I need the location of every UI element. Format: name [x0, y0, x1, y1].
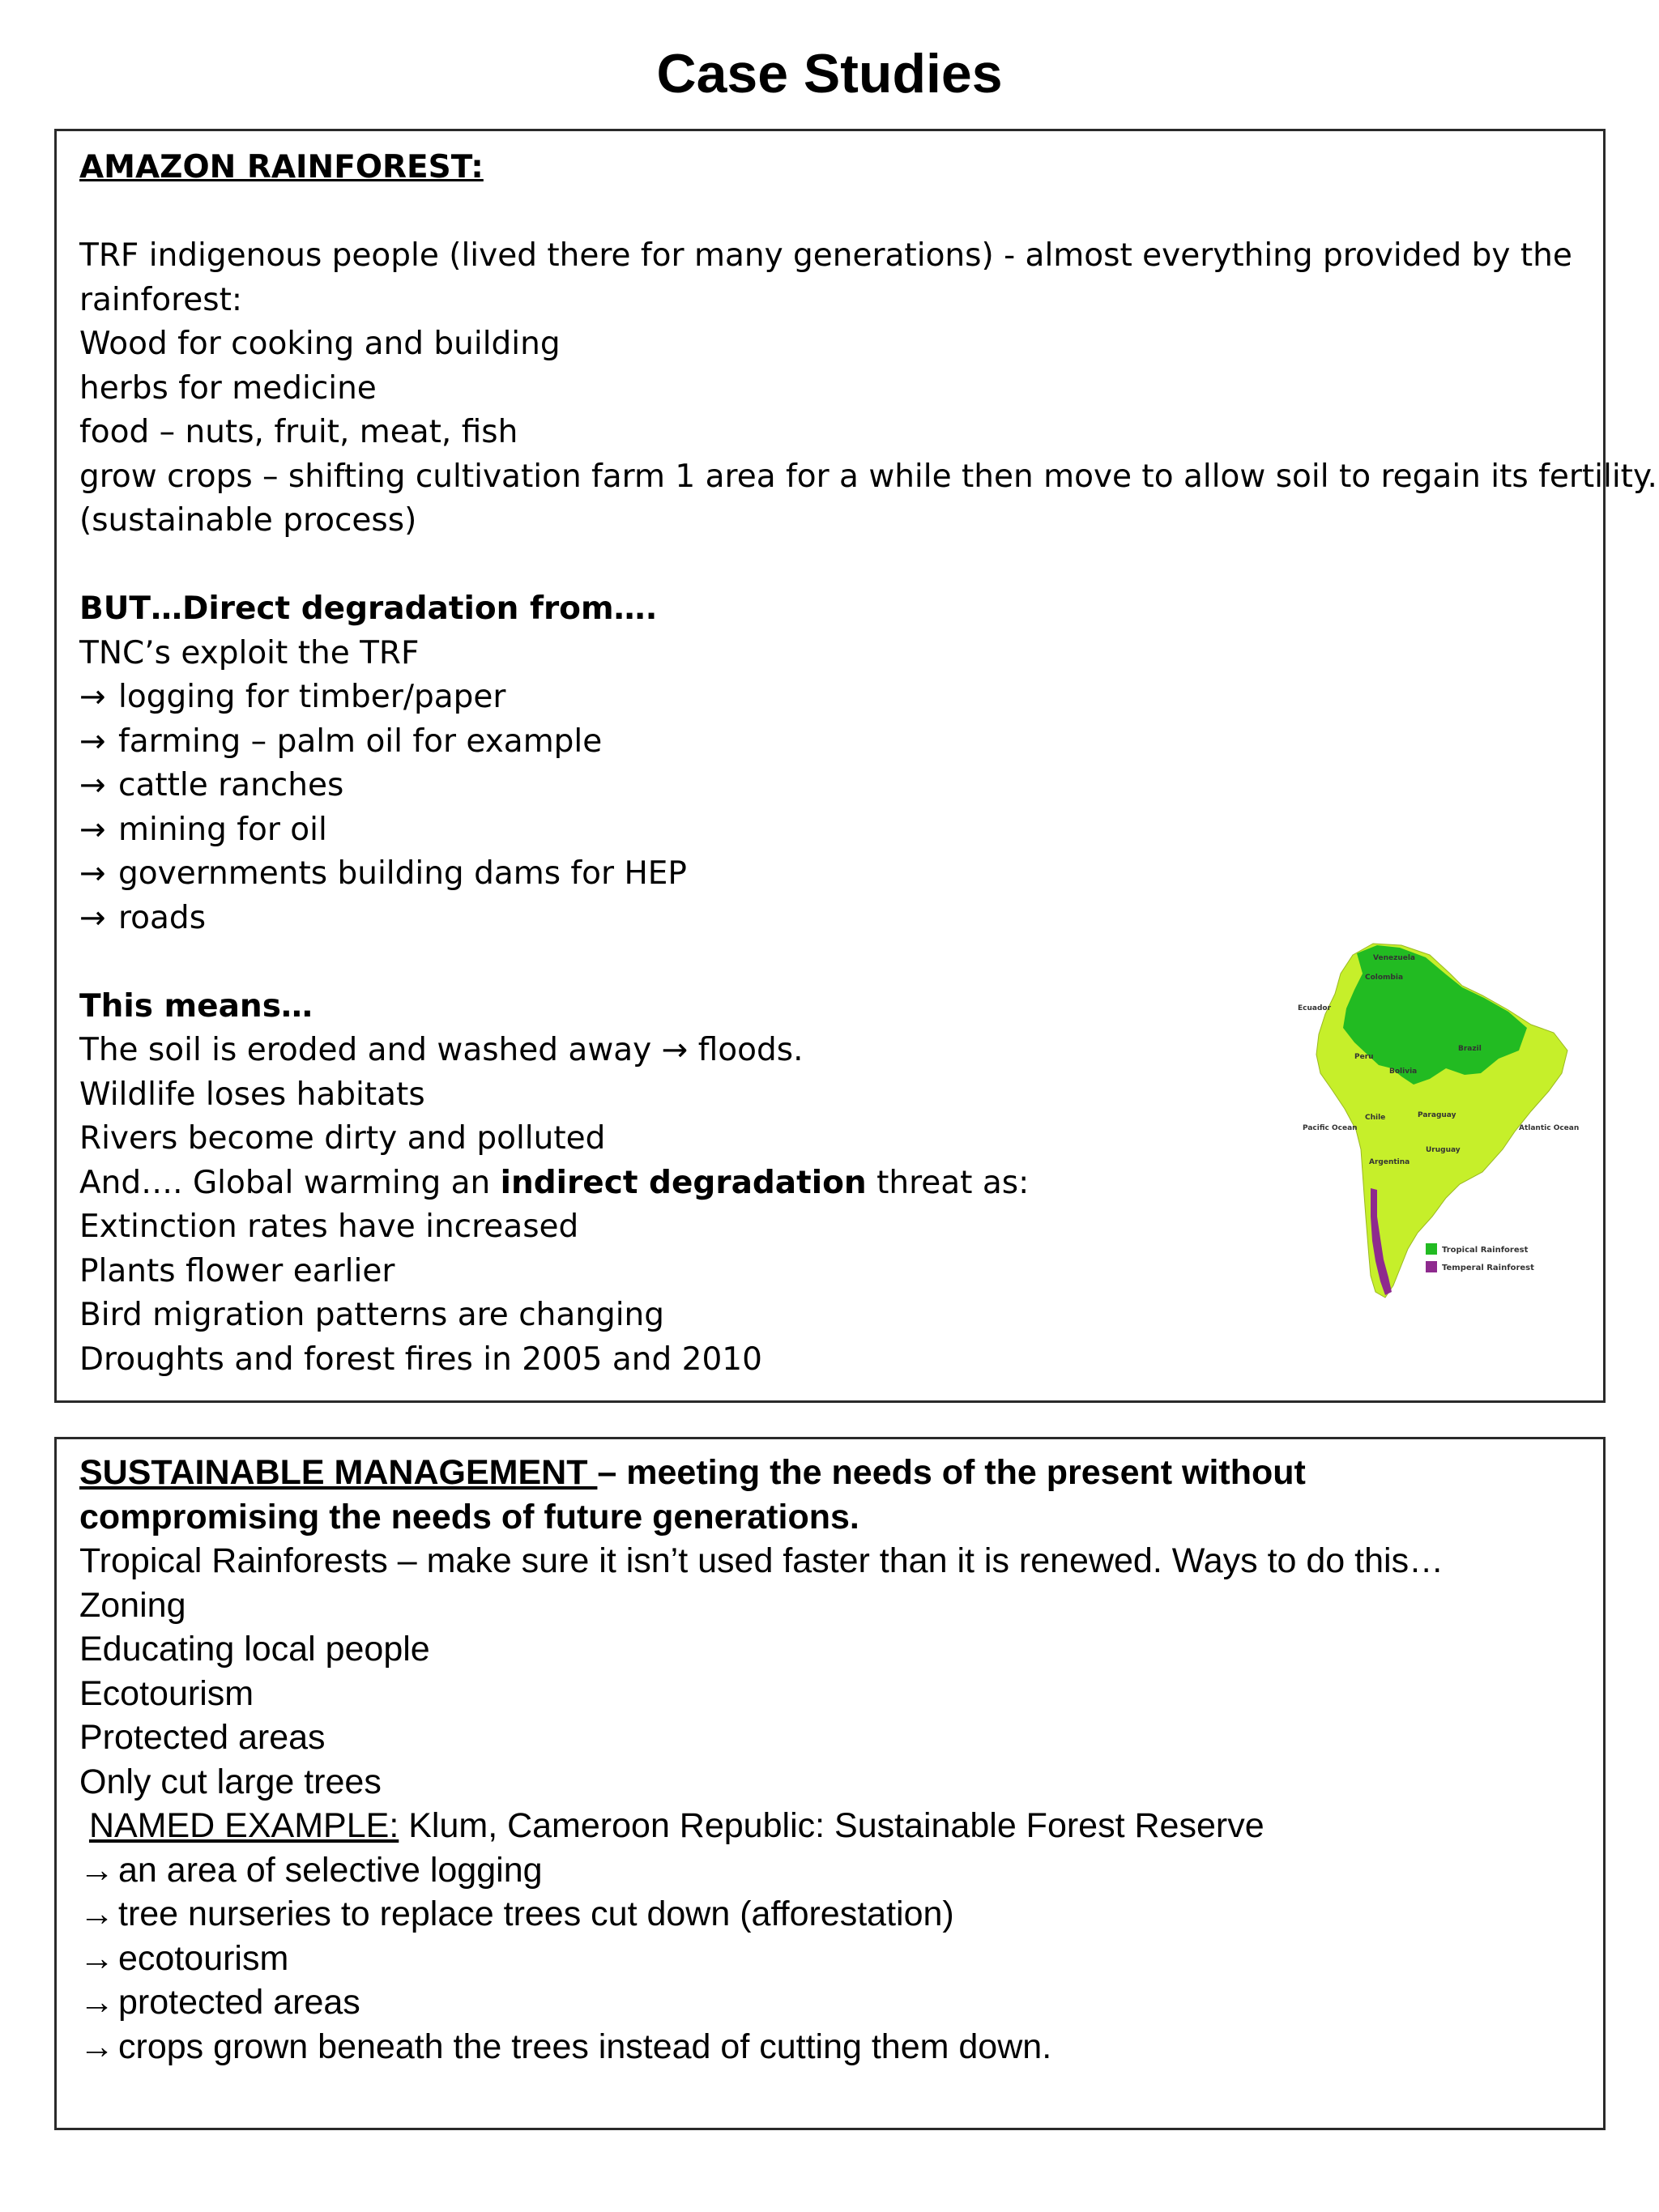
use-item: grow crops – shifting cultivation farm 1 area for a while then move to allow soil to regain its fertility.	[79, 458, 1657, 495]
threat-item: → governments building dams for HEP	[79, 852, 1586, 897]
arrow-icon: →	[79, 2027, 114, 2066]
use-item: (sustainable process)	[79, 502, 417, 539]
arrow-icon: →	[79, 1938, 114, 1978]
map-label-colombia: Colombia	[1365, 974, 1404, 982]
example-point: → ecotourism	[79, 1937, 1586, 1981]
south-america-rainforest-map	[1296, 937, 1588, 1318]
map-label-paraguay: Paraguay	[1418, 1111, 1456, 1119]
arrow-icon: →	[79, 679, 106, 715]
map-label-argentina: Argentina	[1369, 1158, 1410, 1166]
warming-effect-item: Droughts and forest fires in 2005 and 2010	[79, 1340, 762, 1378]
warming-effect-item: Extinction rates have increased	[79, 1208, 579, 1245]
use-item: herbs for medicine	[79, 369, 377, 407]
means-heading: This means…	[79, 987, 313, 1025]
arrow-icon: →	[79, 767, 106, 803]
map-label-venezuela: Venezuela	[1373, 954, 1415, 962]
threat-item: → cattle ranches	[79, 764, 1586, 808]
example-point: → an area of selective logging	[79, 1848, 1586, 1893]
sustainable-content	[79, 1451, 1586, 2069]
legend-swatch-temperate	[1426, 1261, 1437, 1272]
map-label-atlantic-ocean: Atlantic Ocean	[1519, 1124, 1580, 1132]
sustainable-heading: SUSTAINABLE MANAGEMENT – meeting the needs of the present without	[79, 1453, 1306, 1492]
method-item: Zoning	[79, 1585, 186, 1625]
degradation-heading: BUT…Direct degradation from….	[79, 590, 658, 627]
warming-effect-item: Plants flower earlier	[79, 1252, 395, 1289]
use-item: food – nuts, fruit, meat, fish	[79, 414, 518, 450]
map-label-bolivia: Bolivia	[1389, 1068, 1418, 1076]
method-item: Only cut large trees	[79, 1762, 382, 1801]
arrow-icon: →	[79, 1850, 114, 1890]
map-label-brazil: Brazil	[1458, 1045, 1482, 1053]
use-item: Wood for cooking and building	[79, 326, 561, 362]
method-item: Educating local people	[79, 1630, 430, 1669]
sustainable-intro: Tropical Rainforests – make sure it isn’t used faster than it is renewed. Ways to do this…	[79, 1541, 1444, 1580]
example-point: → protected areas	[79, 1980, 1586, 2025]
sustainable-heading-line-2: compromising the needs of future generations.	[79, 1497, 859, 1536]
page-title: Case Studies	[656, 43, 1003, 104]
map-label-uruguay: Uruguay	[1426, 1146, 1461, 1154]
threat-item: → farming – palm oil for example	[79, 720, 1586, 765]
method-item: Protected areas	[79, 1718, 326, 1757]
arrow-icon: →	[79, 899, 106, 936]
effect-item: Wildlife loses habitats	[79, 1076, 425, 1113]
global-warming-line: And…. Global warming an indirect degradation threat as:	[79, 1164, 1030, 1201]
example-point: → crops grown beneath the trees instead of cutting them down.	[79, 2025, 1586, 2069]
tnc-line: TNC’s exploit the TRF	[79, 634, 420, 671]
arrow-icon: →	[661, 1032, 689, 1068]
amazon-intro-line-2: rainforest:	[79, 281, 242, 318]
warming-effect-item: Bird migration patterns are changing	[79, 1297, 665, 1333]
legend-swatch-tropical	[1426, 1243, 1437, 1255]
map-label-pacific-ocean: Pacific Ocean	[1303, 1124, 1358, 1132]
arrow-icon: →	[79, 811, 106, 848]
map-label-ecuador: Ecuador	[1298, 1004, 1332, 1012]
arrow-icon: →	[79, 1894, 114, 1933]
threat-item: → roads	[79, 897, 1586, 941]
map-label-peru: Peru	[1354, 1053, 1374, 1061]
arrow-icon: →	[79, 855, 106, 892]
sustainable-management-box	[54, 1437, 1606, 2130]
soil-line: The soil is eroded and washed away → floods.	[79, 1032, 804, 1068]
threat-item: → logging for timber/paper	[79, 676, 1586, 720]
method-item: Ecotourism	[79, 1673, 254, 1713]
amazon-intro-line-1: TRF indigenous people (lived there for many generations) - almost everything provided by the	[79, 237, 1572, 274]
example-point: → tree nurseries to replace trees cut down (afforestation)	[79, 1892, 1586, 1937]
arrow-icon: →	[79, 1983, 114, 2022]
arrow-icon: →	[79, 722, 106, 760]
map-label-chile: Chile	[1365, 1114, 1386, 1122]
named-example-line: NAMED EXAMPLE: Klum, Cameroon Republic: Sustainable Forest Reserve	[88, 1806, 1265, 1845]
amazon-heading: AMAZON RAINFOREST:	[79, 149, 484, 185]
effect-item: Rivers become dirty and polluted	[79, 1120, 606, 1157]
threat-item: → mining for oil	[79, 808, 1586, 853]
amazon-case-study-box	[54, 129, 1657, 1403]
legend-label-tropical: Tropical Rainforest	[1442, 1246, 1529, 1255]
legend-label-temperate: Temperal Rainforest	[1442, 1264, 1534, 1272]
